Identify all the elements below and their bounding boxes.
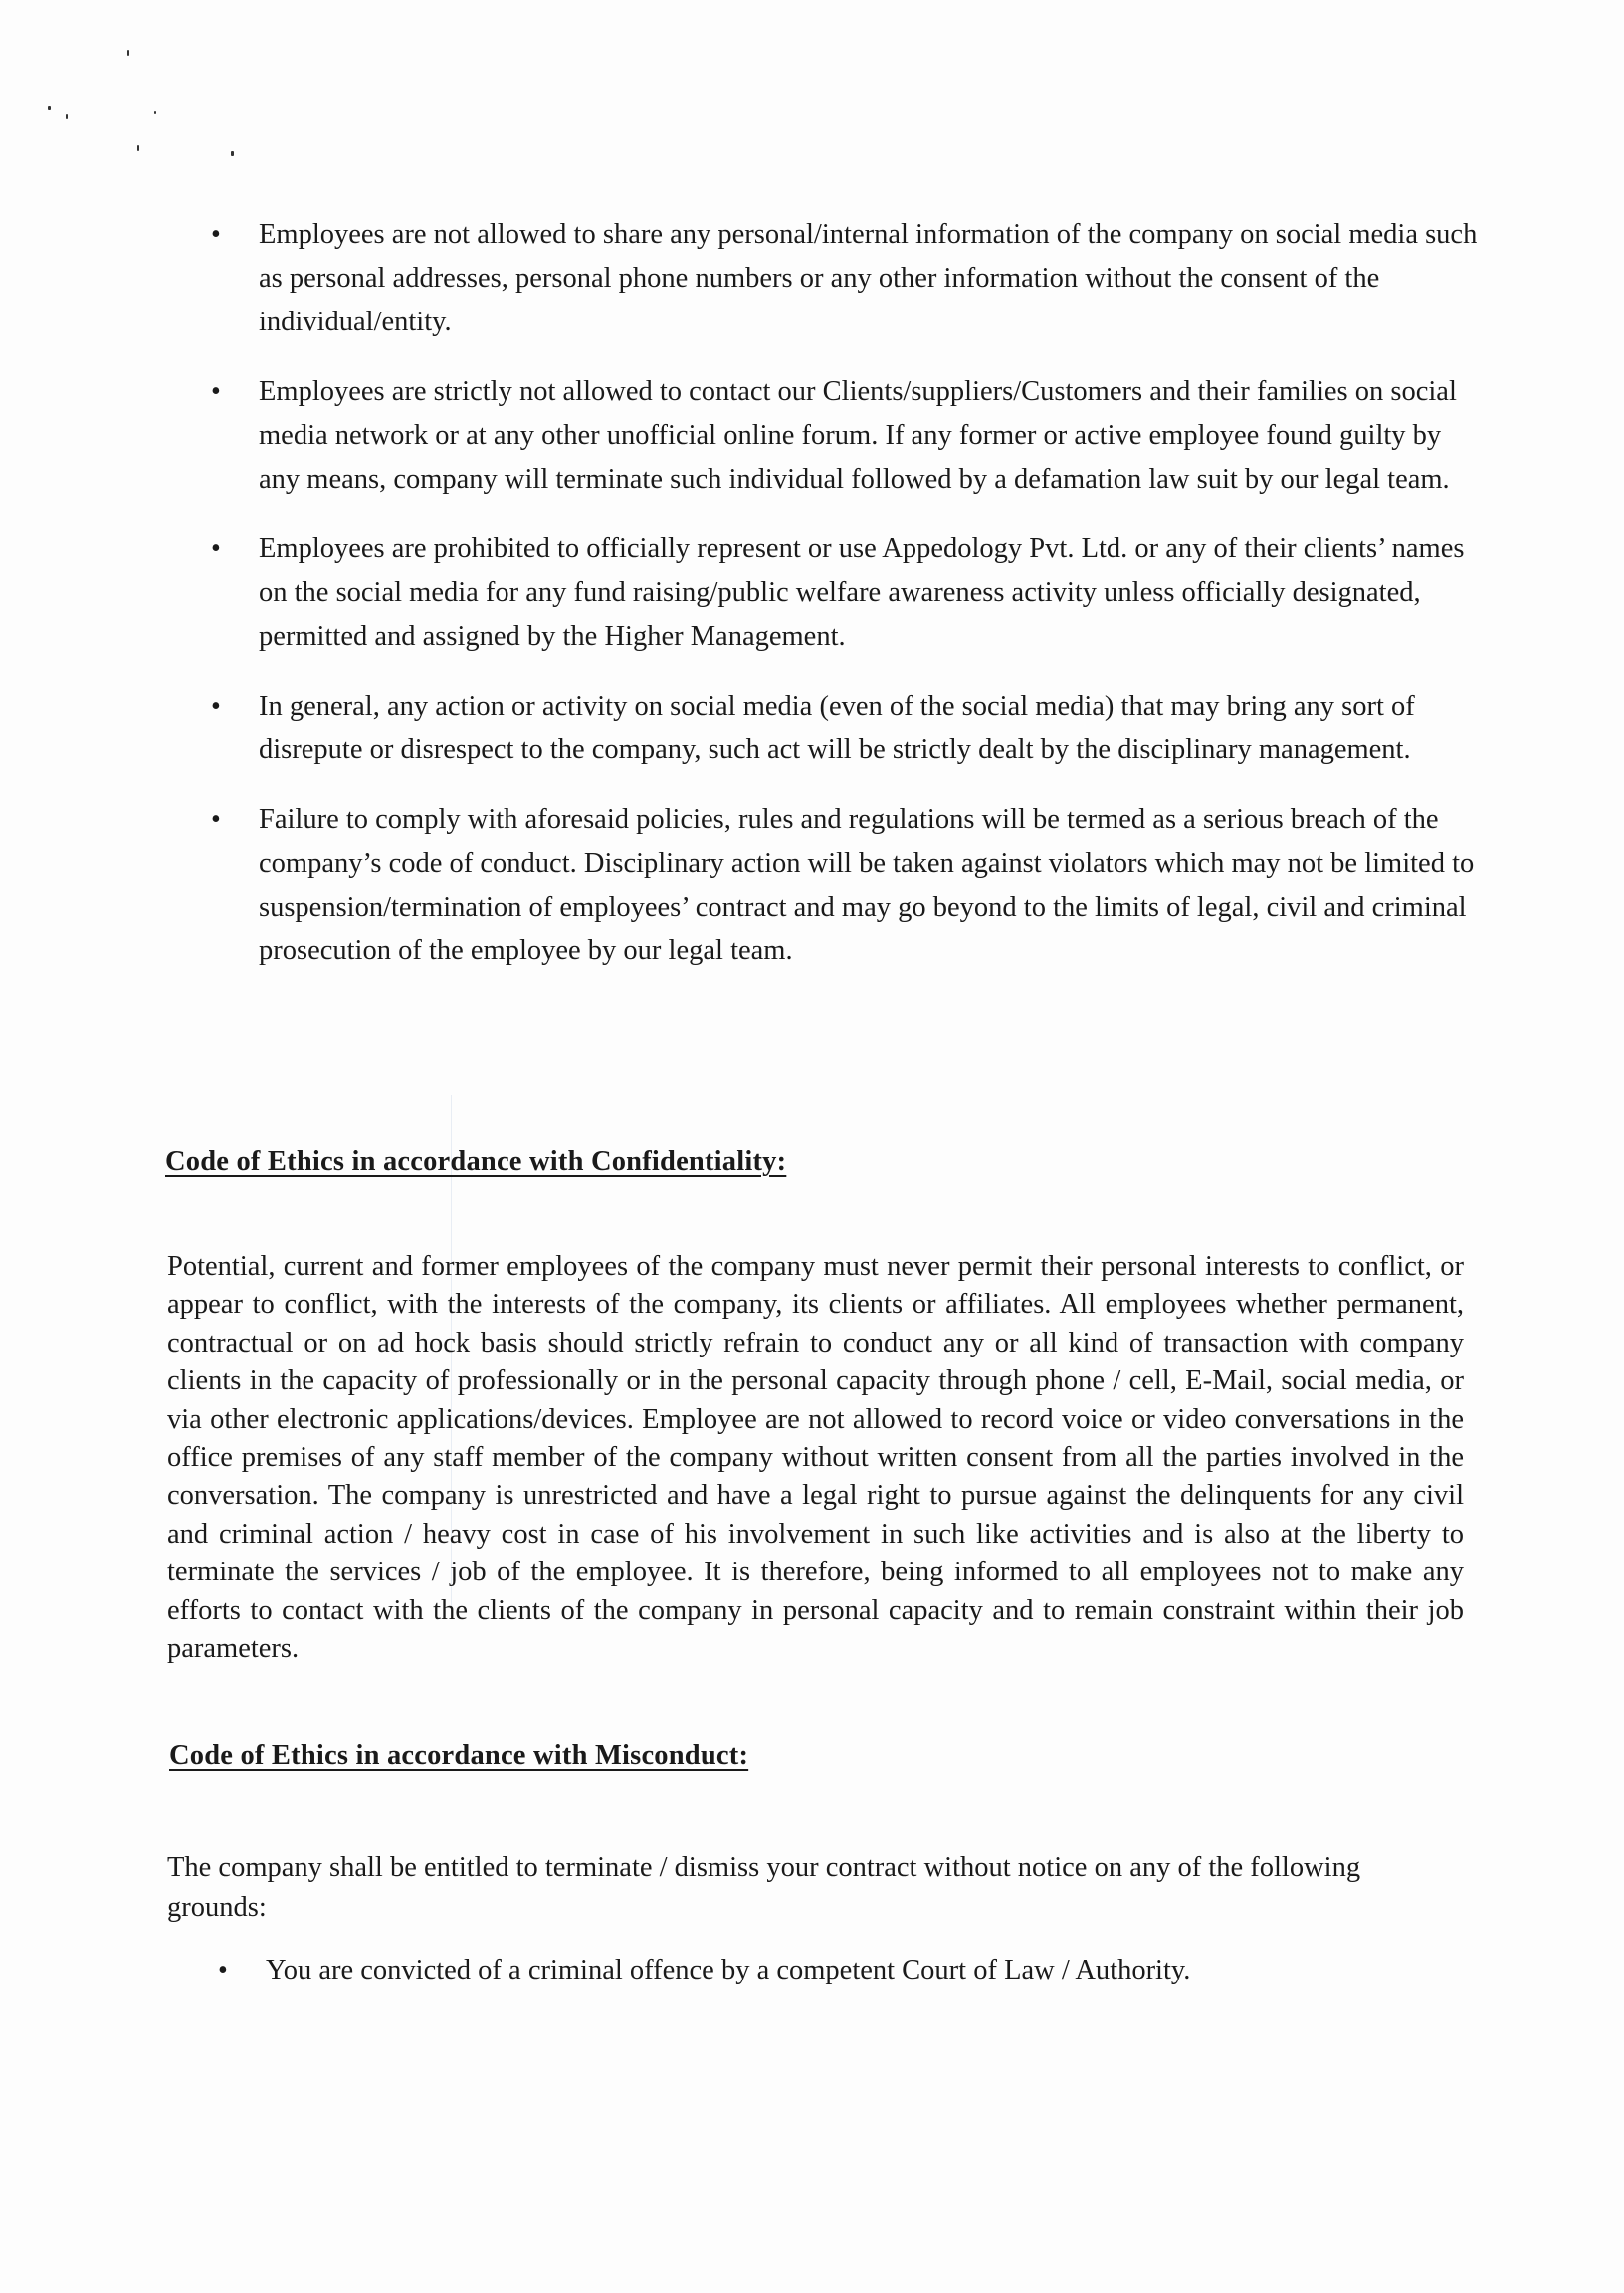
confidentiality-paragraph: Potential, current and former employees of the company must never permit their personal interests to conflict, or appear to conflict, with the interests of the company, its clients or affiliates. All employees whether permanent, contractual or on ad hock basis should strictly refrain to conduct any or all kind of transaction with company clients in the capacity of professionally or in the personal capacity through phone / cell, E-Mail, social media, or via other electronic applications/devices. Employee are not allowed to record voice or video conversations in the office premises of any staff member of the company without written consent from all the parties involved in the conversation. The company is unrestricted and have a legal right to pursue against the delinquents for any civil and criminal action / heavy cost in case of his involvement in such like activities and is also at the liberty to terminate the services / job of the employee. It is therefore, being informed to all employees not to make any efforts to contact with the clients of the company in personal capacity and to remain constraint within their job parameters.: [167, 1251, 1464, 1665]
bullet-text: Failure to comply with aforesaid policies, rules and regulations will be termed as a serious breach of the company’s code of conduct. Disciplinary action will be taken against violators which may not be limited to suspension/termination of employees’ contract and may go beyond to the limits of legal, civil and criminal prosecution of the employee by our legal team.: [259, 804, 1475, 966]
scan-speck: [66, 114, 68, 119]
scan-speck: [48, 106, 51, 110]
bullet-icon: •: [211, 219, 221, 250]
bullet-text: You are convicted of a criminal offence by a competent Court of Law / Authority.: [266, 1955, 1191, 1985]
misconduct-intro: The company shall be entitled to terminate / dismiss your contract without notice on any of the following grounds:: [167, 1852, 1361, 1923]
bullet-icon: •: [211, 533, 221, 564]
bullet-item: [204, 798, 1488, 973]
scan-speck: [154, 111, 156, 114]
bullet-icon: •: [218, 1955, 228, 1985]
scan-speck: [231, 151, 234, 156]
bullet-text: Employees are prohibited to officially represent or use Appedology Pvt. Ltd. or any of their clients’ names on the social media for any fund raising/public welfare awareness activity unless officially designated, permitted and assigned by the Higher Management.: [259, 533, 1465, 652]
scan-speck: [127, 50, 129, 56]
bullet-icon: •: [211, 691, 221, 722]
bullet-item: [204, 685, 1488, 772]
section-heading-misconduct: Code of Ethics in accordance with Misconduct:: [169, 1740, 749, 1771]
bullet-item: [211, 1949, 1495, 1992]
scan-speck: [137, 145, 139, 151]
bullet-text: In general, any action or activity on social media (even of the social media) that may bring any sort of disrepute or disrespect to the company, such act will be strictly dealt by the disciplinary management.: [259, 691, 1415, 765]
bullet-icon: •: [211, 804, 221, 835]
bullet-item: [204, 370, 1488, 502]
bullet-text: Employees are strictly not allowed to contact our Clients/suppliers/Customers and their families on social media network or at any other unofficial online forum. If any former or active employee found guilty by any means, company will terminate such individual followed by a defamation law suit by our legal team.: [259, 376, 1457, 495]
bullet-text: Employees are not allowed to share any personal/internal information of the company on social media such as personal addresses, personal phone numbers or any other information without the consent of the individual/entity.: [259, 219, 1478, 337]
bullet-item: [204, 213, 1488, 344]
section-heading-confidentiality: Code of Ethics in accordance with Confidentiality:: [165, 1146, 787, 1177]
bullet-list-misconduct: [211, 1949, 1495, 1992]
bullet-icon: •: [211, 376, 221, 407]
bullet-item: [204, 527, 1488, 659]
bullet-list-social-media: [204, 213, 1488, 973]
